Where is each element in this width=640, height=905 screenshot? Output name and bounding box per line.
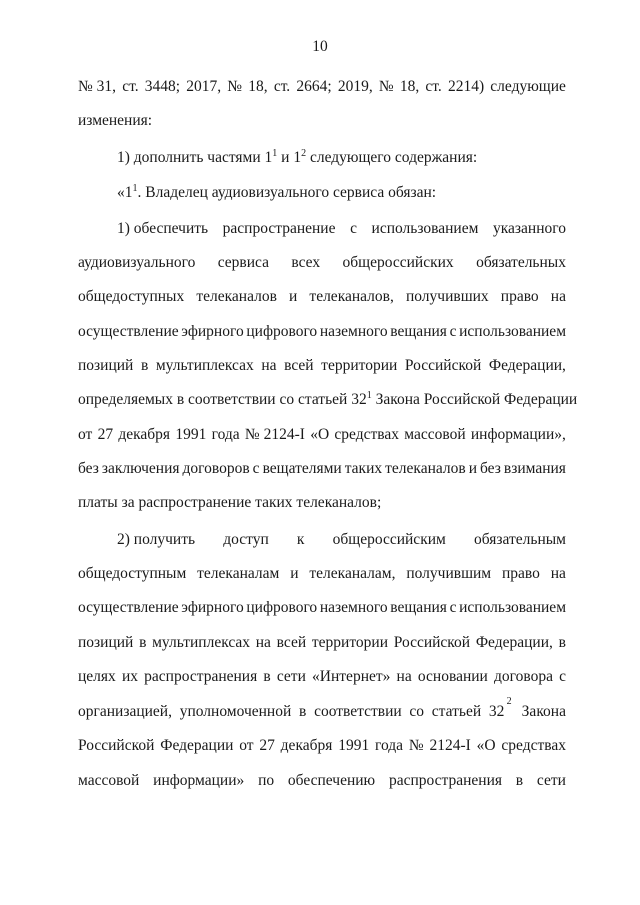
word: Российской — [393, 634, 471, 651]
text-line — [78, 425, 566, 445]
word: на — [550, 288, 566, 305]
superscript: 1 — [366, 390, 372, 401]
word: право — [500, 288, 539, 305]
word: обеспечению — [287, 772, 376, 789]
line-text: организацией, уполномоченной в соответствии со статьей 32 — [78, 703, 505, 720]
word: их — [121, 668, 138, 685]
word: без — [78, 460, 99, 477]
word: средствах — [334, 426, 399, 443]
word: общероссийских — [342, 254, 454, 271]
word: сети — [536, 772, 566, 789]
word: следующие — [490, 78, 566, 95]
word: общедоступных — [78, 288, 185, 305]
word: телеканалов — [196, 288, 277, 305]
word: на — [396, 668, 412, 685]
word: взимания — [503, 460, 566, 477]
word: территории — [311, 634, 388, 651]
text-line — [78, 633, 566, 653]
word: таких — [344, 460, 383, 477]
word: телеканалов — [385, 460, 466, 477]
word: эфирного — [181, 323, 244, 340]
word: информации» — [153, 772, 245, 789]
superscript: 1 — [132, 183, 138, 194]
word: с — [350, 220, 357, 237]
word: осуществление — [78, 323, 179, 340]
text-line — [117, 530, 566, 550]
word: Федерации, — [475, 634, 553, 651]
text-line — [78, 459, 566, 479]
word: к — [296, 531, 305, 548]
word: средствах — [501, 737, 566, 754]
word: получивших — [405, 288, 489, 305]
word: договора — [494, 668, 553, 685]
word: территории — [321, 357, 398, 374]
word: декабря — [118, 426, 171, 443]
word: Российской — [78, 737, 155, 754]
word: заключения — [101, 460, 180, 477]
word: основании — [417, 668, 488, 685]
word: целях — [78, 668, 116, 685]
word: декабря — [280, 737, 333, 754]
word: № — [378, 78, 394, 95]
word: всей — [276, 634, 307, 651]
word: распространения — [388, 772, 502, 789]
word: телеканалам — [197, 565, 280, 582]
line-text: «1 — [117, 184, 133, 201]
word: 2664; — [296, 78, 332, 95]
superscript: 1 — [272, 148, 278, 159]
word: в — [515, 772, 524, 789]
text-line — [78, 287, 566, 307]
word: мультиплексах — [152, 634, 251, 651]
word: массовой — [78, 772, 140, 789]
superscript: 2 — [506, 696, 512, 707]
word: 1991 — [338, 737, 370, 754]
text-line — [78, 564, 566, 584]
word: аудиовизуального — [78, 254, 196, 271]
text-line — [78, 390, 578, 410]
word: на — [550, 565, 566, 582]
word: Федерации, — [488, 357, 566, 374]
text-line — [78, 111, 566, 131]
word: договоров — [182, 460, 250, 477]
word: на — [261, 357, 277, 374]
text-line — [117, 183, 566, 203]
text-line — [78, 322, 566, 342]
word: наземного — [319, 323, 388, 340]
word: массовой — [404, 426, 466, 443]
word: с — [559, 668, 566, 685]
line-text: платы за распространение таких телеканалов; — [78, 494, 382, 511]
text-line — [78, 77, 566, 97]
word: 2214) — [447, 78, 485, 95]
word: сервиса — [217, 254, 269, 271]
word: позиций — [78, 634, 134, 651]
word: № — [408, 737, 424, 754]
word: и — [468, 460, 477, 477]
line-text: . Владелец аудиовизуального сервиса обязан: — [137, 184, 437, 201]
word: вещания — [390, 323, 447, 340]
word: 18, — [248, 78, 268, 95]
word: цифрового — [246, 323, 318, 340]
word: обязательным — [474, 531, 566, 548]
word: «О — [310, 426, 330, 443]
word: с — [252, 460, 260, 477]
word: общедоступным — [78, 565, 187, 582]
word: мультиплексах — [155, 357, 254, 374]
word: осуществление — [78, 599, 179, 616]
word: от — [78, 426, 93, 443]
text-line — [78, 493, 566, 513]
word: вещания — [390, 599, 447, 616]
word: 27 — [259, 737, 275, 754]
word: сети — [276, 668, 306, 685]
word: Российской — [404, 357, 482, 374]
word: года — [375, 737, 404, 754]
line-text: Закона — [513, 703, 566, 720]
text-line — [78, 598, 566, 618]
word: без — [480, 460, 501, 477]
word: телеканалов, — [309, 288, 394, 305]
word: 27 — [97, 426, 114, 443]
text-line — [78, 771, 566, 791]
word: с — [449, 599, 457, 616]
word: в — [263, 668, 271, 685]
line-text: и 1 — [277, 149, 302, 166]
word: использованием — [371, 220, 479, 237]
word: года — [211, 426, 240, 443]
word: информации», — [470, 426, 566, 443]
word: № 31, — [78, 78, 117, 95]
word: обязательных — [476, 254, 566, 271]
text-line — [78, 667, 566, 687]
word: «Интернет» — [312, 668, 391, 685]
text-line — [117, 219, 566, 239]
word: в — [139, 634, 147, 651]
word: позиций — [78, 357, 134, 374]
text-line — [78, 736, 566, 756]
line-text: Закона Российской Федерации — [371, 391, 578, 408]
word: и — [290, 565, 299, 582]
word: получившим — [406, 565, 492, 582]
superscript: 2 — [301, 148, 307, 159]
text-line — [78, 356, 566, 376]
word: использованием — [459, 599, 566, 616]
line-text: 1) дополнить частями 1 — [117, 149, 273, 166]
word: ст. — [122, 78, 139, 95]
word: указанного — [492, 220, 566, 237]
word: право — [501, 565, 540, 582]
word: с — [449, 323, 457, 340]
word: общероссийским — [332, 531, 446, 548]
word: телеканалам, — [309, 565, 396, 582]
word: и — [289, 288, 298, 305]
word: распространение — [222, 220, 336, 237]
word: использованием — [459, 323, 566, 340]
word: № — [227, 78, 243, 95]
word: 3448; — [144, 78, 181, 95]
line-text: определяемых в соответствии со статьей 32 — [78, 391, 367, 408]
word: ст. — [273, 78, 291, 95]
word: «О — [476, 737, 496, 754]
word: всех — [291, 254, 321, 271]
word: 2017, — [186, 78, 222, 95]
word: доступ — [223, 531, 269, 548]
line-text: изменения: — [78, 112, 153, 129]
word: эфирного — [181, 599, 244, 616]
word: на — [255, 634, 271, 651]
word: в — [558, 634, 566, 651]
word: цифрового — [246, 599, 318, 616]
word: 1) обеспечить — [117, 220, 209, 237]
word: Федерации — [160, 737, 234, 754]
word: наземного — [319, 599, 388, 616]
word: 2019, — [337, 78, 373, 95]
text-line — [117, 148, 566, 168]
word: 18, — [399, 78, 420, 95]
word: распространения — [144, 668, 258, 685]
word: по — [258, 772, 275, 789]
word: от — [239, 737, 254, 754]
text-line — [78, 253, 566, 273]
word: в — [140, 357, 149, 374]
line-text: следующего содержания: — [306, 149, 478, 166]
word: вещателями — [262, 460, 342, 477]
word: 2) получить — [117, 531, 196, 548]
page-number: 10 — [312, 38, 328, 55]
word: ст. — [425, 78, 442, 95]
text-line — [78, 696, 566, 722]
word: 2124-I — [429, 737, 471, 754]
word: 1991 — [175, 426, 207, 443]
word: № 2124-I — [244, 426, 305, 443]
word: всей — [284, 357, 314, 374]
